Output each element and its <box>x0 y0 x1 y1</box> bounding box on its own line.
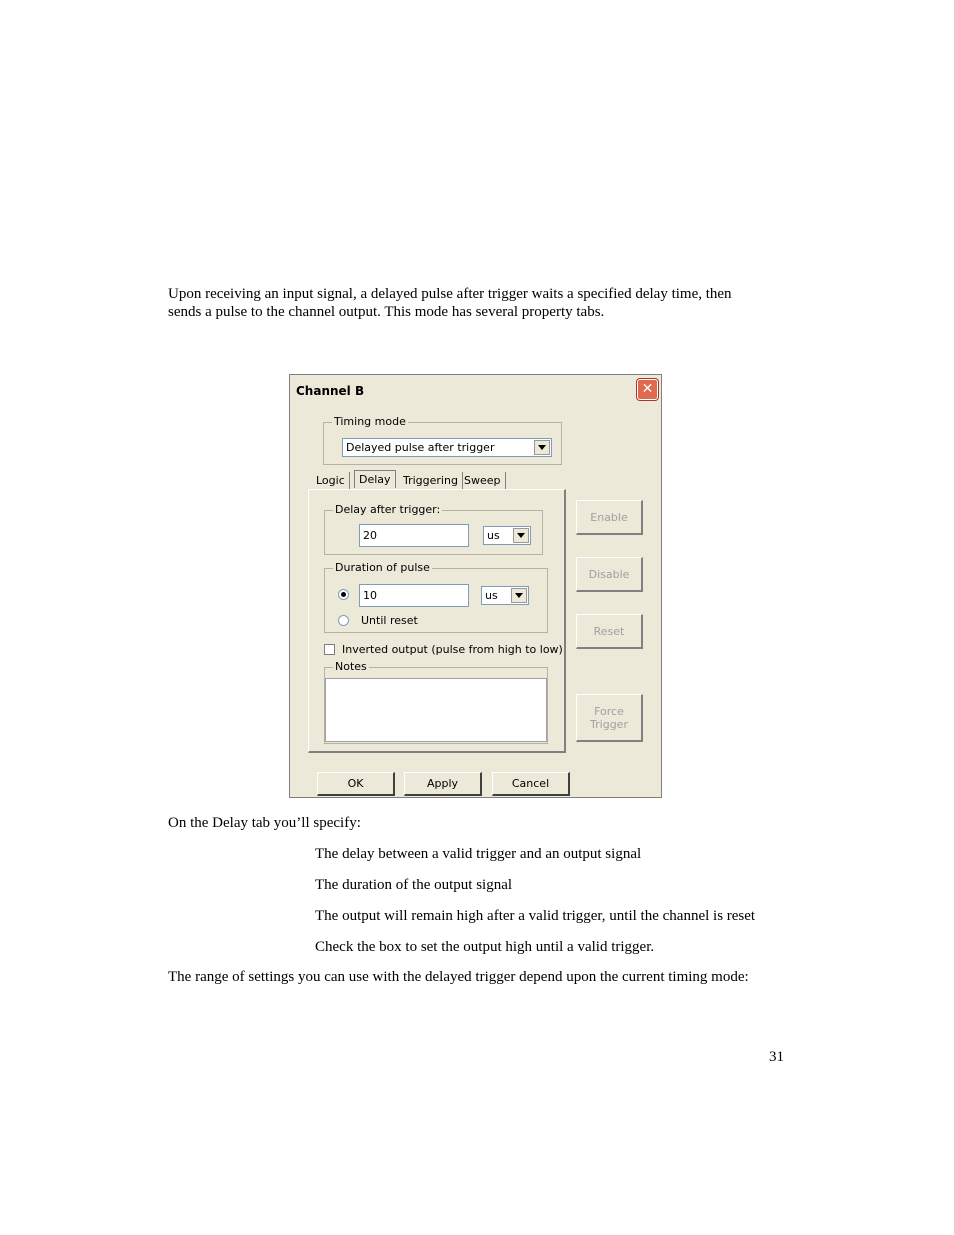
reset-button[interactable]: Reset <box>576 614 643 649</box>
delay-unit-select[interactable] <box>483 526 531 545</box>
delay-input[interactable]: 20 <box>359 524 469 547</box>
duration-unit-select[interactable] <box>481 586 529 605</box>
tab-triggering[interactable]: Triggering <box>399 472 463 490</box>
chevron-down-icon[interactable] <box>513 528 529 543</box>
list-item: Check the box to set the output high until a valid trigger. <box>315 939 655 955</box>
until-reset-label: Until reset <box>361 614 418 627</box>
notes-label: Notes <box>335 660 367 673</box>
timing-mode-label: Timing mode <box>334 415 406 428</box>
close-icon[interactable]: ✕ <box>637 379 658 400</box>
list-item: The output will remain high after a valid trigger, until the channel is reset <box>315 908 756 924</box>
delay-after-trigger-group <box>324 503 543 555</box>
duration-unit-value: us <box>485 589 498 602</box>
force-trigger-line-2: Trigger <box>590 717 628 731</box>
duration-of-pulse-label: Duration of pulse <box>335 561 430 574</box>
duration-input[interactable]: 10 <box>359 584 469 607</box>
intro-line-2: sends a pulse to the channel output. This mode has several property tabs. <box>168 304 605 320</box>
cancel-button[interactable]: Cancel <box>492 772 570 796</box>
delay-unit-value: us <box>487 529 500 542</box>
until-reset-radio[interactable] <box>338 615 349 626</box>
intro-paragraph <box>168 285 732 321</box>
list-item: The delay between a valid trigger and an output signal <box>315 846 642 862</box>
tab-logic[interactable]: Logic <box>312 472 350 490</box>
delay-tab-lead: On the Delay tab you’ll specify: <box>168 815 361 831</box>
channel-dialog <box>289 374 662 798</box>
ok-button[interactable]: OK <box>317 772 395 796</box>
disable-button[interactable]: Disable <box>576 557 643 592</box>
page-number: 31 <box>769 1049 784 1065</box>
chevron-down-icon[interactable] <box>511 588 527 603</box>
delay-tab-panel <box>308 489 566 753</box>
notes-textarea[interactable] <box>325 678 547 742</box>
apply-button[interactable]: Apply <box>404 772 482 796</box>
timing-mode-value: Delayed pulse after trigger <box>346 441 495 454</box>
tab-sweep[interactable]: Sweep <box>460 472 506 490</box>
list-item: The duration of the output signal <box>315 877 513 893</box>
enable-button[interactable]: Enable <box>576 500 643 535</box>
force-trigger-line-1: Force <box>594 704 624 718</box>
duration-radio[interactable] <box>338 589 349 600</box>
timing-mode-select[interactable] <box>342 438 552 457</box>
duration-of-pulse-group <box>324 561 548 633</box>
timing-mode-group <box>323 415 562 465</box>
tab-delay[interactable]: Delay <box>354 470 396 488</box>
delay-after-trigger-label: Delay after trigger: <box>335 503 441 516</box>
inverted-output-checkbox[interactable] <box>324 644 335 655</box>
intro-line-1: Upon receiving an input signal, a delayed pulse after trigger waits a specified delay time, then <box>168 286 732 302</box>
inverted-output-label: Inverted output (pulse from high to low) <box>342 643 563 656</box>
force-trigger-button[interactable] <box>576 694 643 742</box>
dialog-title: Channel B <box>296 384 365 398</box>
chevron-down-icon[interactable] <box>534 440 550 455</box>
notes-group <box>324 660 548 744</box>
closing-paragraph: The range of settings you can use with the delayed trigger depend upon the current timing mode: <box>168 969 749 985</box>
